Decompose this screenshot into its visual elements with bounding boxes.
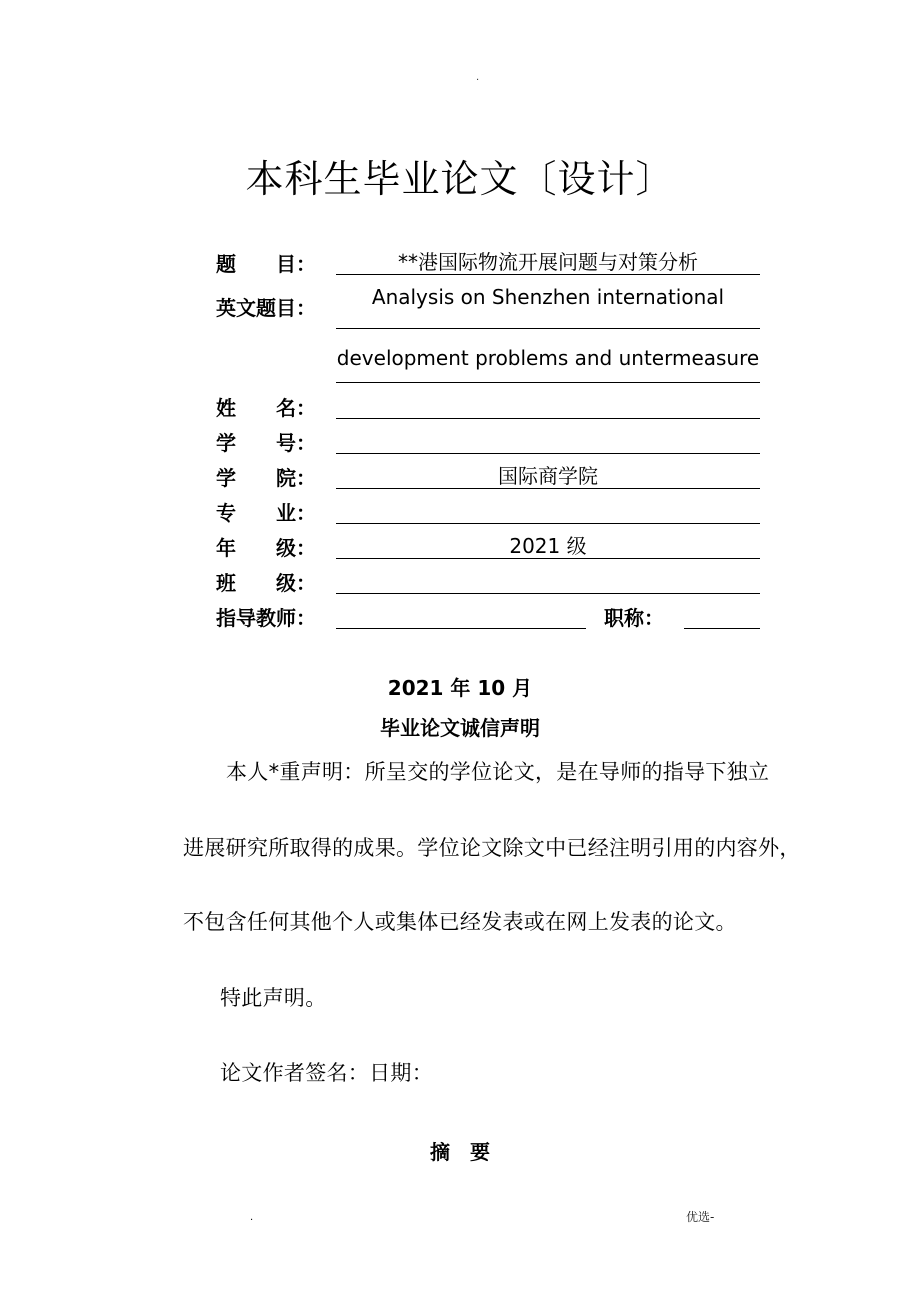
student-id-label: 学 号： xyxy=(216,431,316,455)
topic-label: 题 目： xyxy=(216,252,316,276)
rank-field[interactable] xyxy=(684,600,760,629)
name-field[interactable] xyxy=(336,390,760,419)
college-label: 学 院： xyxy=(216,466,316,490)
major-label: 专 业： xyxy=(216,501,316,525)
declaration-line-2: 进展研究所取得的成果。学位论文除文中已经注明引用的内容外， xyxy=(183,836,801,860)
advisor-field[interactable] xyxy=(336,600,586,629)
english-topic-field-line2[interactable]: development problems and untermeasure xyxy=(336,346,760,383)
declaration-statement: 特此声明。 xyxy=(220,986,327,1010)
page-title: 本科生毕业论文〔设计〕 xyxy=(245,157,675,201)
grade-field[interactable]: 2021 级 xyxy=(336,530,760,559)
footer-dot: . xyxy=(250,1212,254,1223)
major-field[interactable] xyxy=(336,495,760,524)
class-label: 班 级： xyxy=(216,571,316,595)
student-id-field[interactable] xyxy=(336,425,760,454)
declaration-line-1: 本人*重声明：所呈交的学位论文，是在导师的指导下独立 xyxy=(226,760,770,784)
declaration-line-3: 不包含任何其他个人或集体已经发表或在网上发表的论文。 xyxy=(183,910,737,934)
topic-field[interactable]: **港国际物流开展问题与对策分析 xyxy=(336,246,760,275)
footer-label: 优选- xyxy=(686,1210,715,1224)
grade-label: 年 级： xyxy=(216,536,316,560)
english-topic-field-line1[interactable]: Analysis on Shenzhen international xyxy=(336,284,760,329)
class-field[interactable] xyxy=(336,565,760,594)
signature-date-line: 论文作者签名：日期： xyxy=(220,1061,433,1085)
declaration-title: 毕业论文诚信声明 xyxy=(380,716,540,740)
advisor-label: 指导教师： xyxy=(216,606,316,630)
submission-date: 2021 年 10 月 xyxy=(387,676,533,700)
college-field[interactable]: 国际商学院 xyxy=(336,460,760,489)
header-mark: . xyxy=(476,72,480,83)
rank-label: 职称： xyxy=(604,606,664,630)
english-topic-label: 英文题目： xyxy=(216,296,316,320)
name-label: 姓 名： xyxy=(216,396,316,420)
abstract-heading: 摘 要 xyxy=(430,1140,490,1164)
